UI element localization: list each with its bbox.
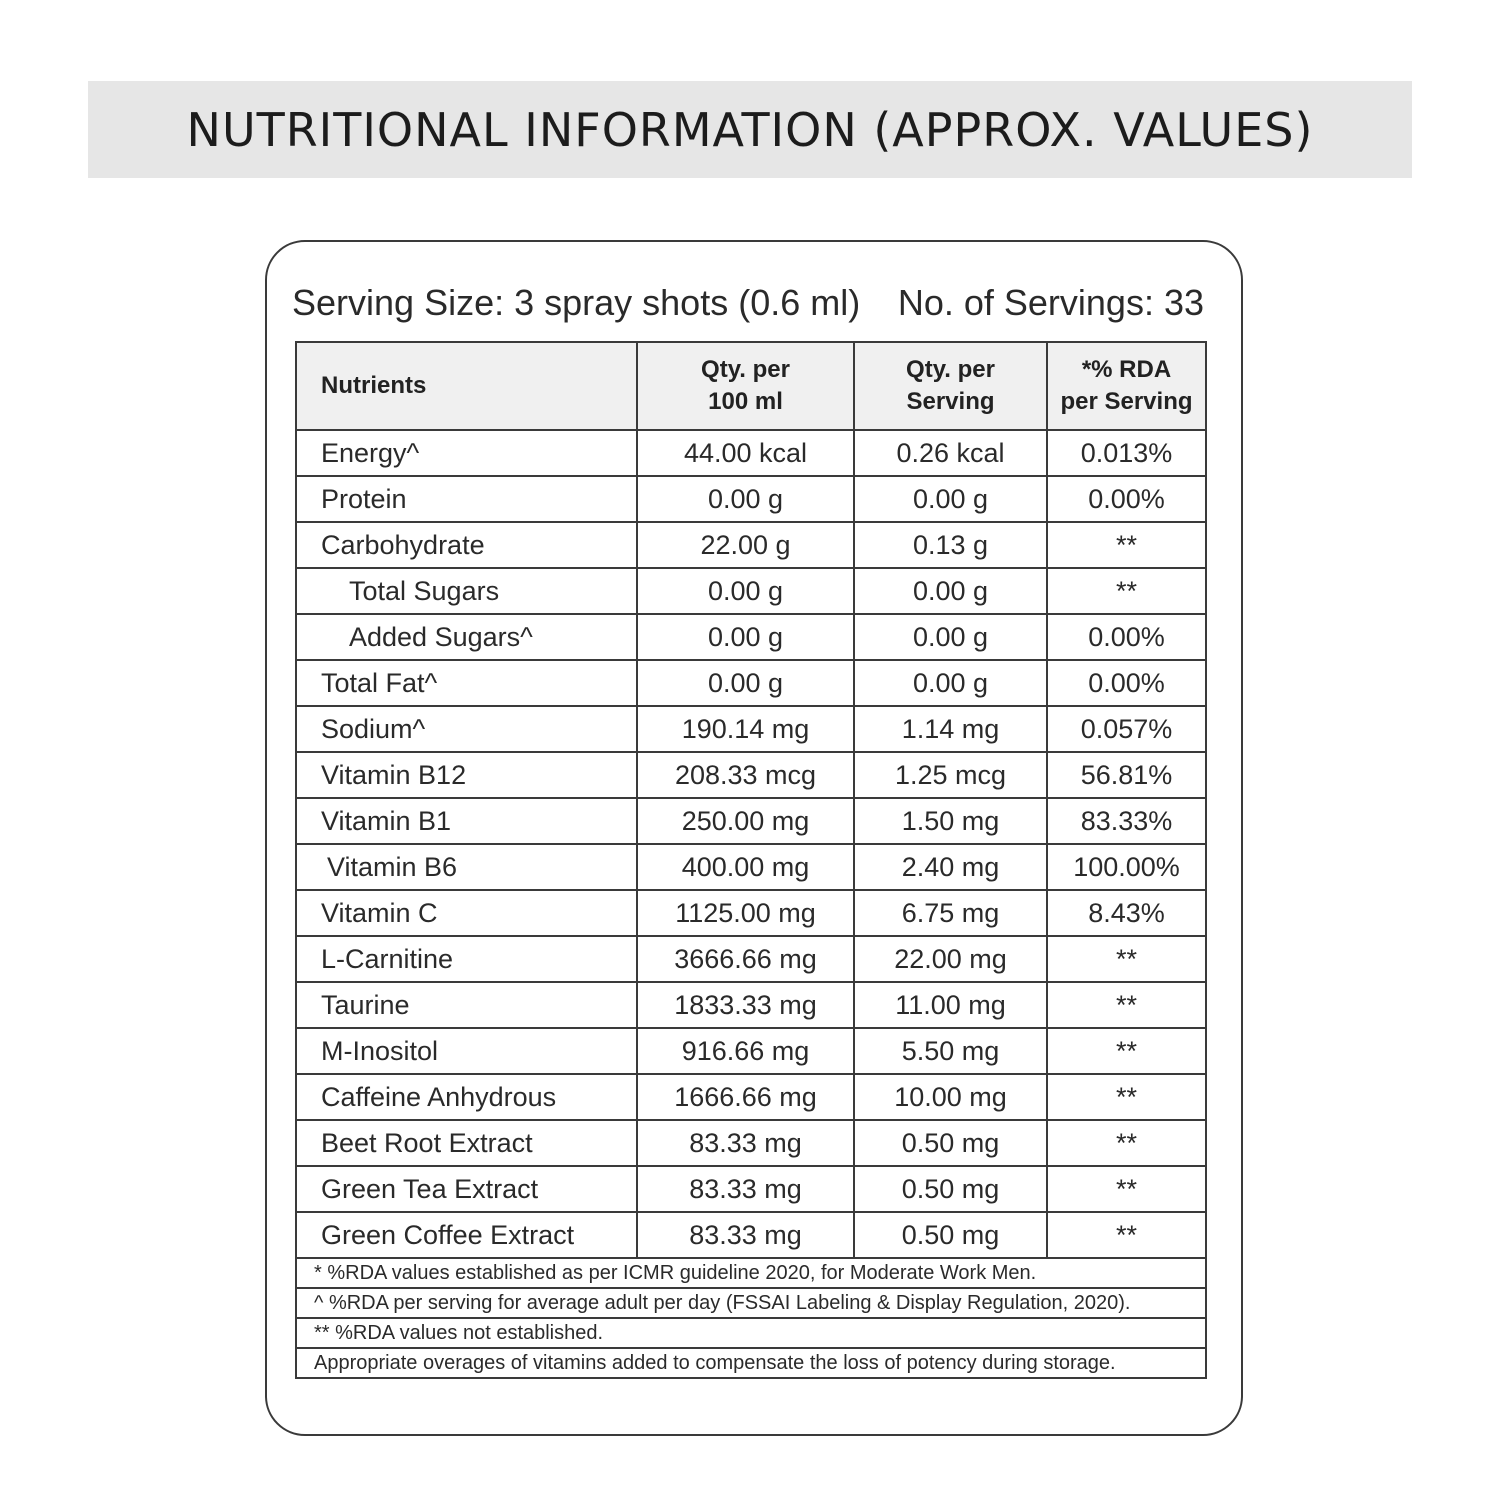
table-row xyxy=(296,982,1206,1028)
nutrient-name: Caffeine Anhydrous xyxy=(296,1074,637,1120)
table-row xyxy=(296,1120,1206,1166)
table-row xyxy=(296,1028,1206,1074)
qty-per-100ml: 190.14 mg xyxy=(637,706,854,752)
page-title: NUTRITIONAL INFORMATION (APPROX. VALUES) xyxy=(186,102,1314,157)
table-row xyxy=(296,1212,1206,1258)
table-row xyxy=(296,844,1206,890)
rda-value: 100.00% xyxy=(1047,844,1206,890)
nutrient-name: Energy^ xyxy=(296,430,637,476)
table-row xyxy=(296,430,1206,476)
rda-value: 0.013% xyxy=(1047,430,1206,476)
qty-per-100ml: 22.00 g xyxy=(637,522,854,568)
table-header-row xyxy=(296,342,1206,430)
qty-per-serving: 0.26 kcal xyxy=(854,430,1047,476)
nutrition-table xyxy=(295,341,1207,1379)
nutrient-name: Vitamin B12 xyxy=(296,752,637,798)
table-row xyxy=(296,890,1206,936)
qty-per-100ml: 0.00 g xyxy=(637,614,854,660)
nutrient-name: Vitamin C xyxy=(296,890,637,936)
title-banner xyxy=(88,81,1412,178)
qty-per-serving: 1.50 mg xyxy=(854,798,1047,844)
qty-per-100ml: 1125.00 mg xyxy=(637,890,854,936)
qty-per-serving: 0.00 g xyxy=(854,660,1047,706)
rda-value: 0.057% xyxy=(1047,706,1206,752)
qty-per-serving: 6.75 mg xyxy=(854,890,1047,936)
servings-count: No. of Servings: 33 xyxy=(897,282,1204,323)
qty-per-100ml: 400.00 mg xyxy=(637,844,854,890)
footnote-icmr: * %RDA values established as per ICMR guideline 2020, for Moderate Work Men. xyxy=(296,1258,1206,1288)
table-row xyxy=(296,936,1206,982)
rda-value: ** xyxy=(1047,1028,1206,1074)
qty-per-serving: 10.00 mg xyxy=(854,1074,1047,1120)
serving-info xyxy=(292,282,1204,326)
qty-per-100ml: 916.66 mg xyxy=(637,1028,854,1074)
rda-value: ** xyxy=(1047,982,1206,1028)
qty-per-100ml: 83.33 mg xyxy=(637,1166,854,1212)
qty-per-100ml: 1833.33 mg xyxy=(637,982,854,1028)
qty-per-100ml: 250.00 mg xyxy=(637,798,854,844)
qty-per-100ml: 0.00 g xyxy=(637,660,854,706)
table-row xyxy=(296,798,1206,844)
nutrient-name: Beet Root Extract xyxy=(296,1120,637,1166)
nutrient-name: Added Sugars^ xyxy=(296,614,637,660)
rda-value: ** xyxy=(1047,1074,1206,1120)
qty-per-100ml: 44.00 kcal xyxy=(637,430,854,476)
footnote-row xyxy=(296,1318,1206,1348)
qty-per-serving: 1.14 mg xyxy=(854,706,1047,752)
nutrient-name: Carbohydrate xyxy=(296,522,637,568)
rda-value: 8.43% xyxy=(1047,890,1206,936)
rda-value: 0.00% xyxy=(1047,660,1206,706)
rda-value: ** xyxy=(1047,1166,1206,1212)
table-row xyxy=(296,522,1206,568)
rda-value: 83.33% xyxy=(1047,798,1206,844)
qty-per-100ml: 3666.66 mg xyxy=(637,936,854,982)
nutrient-name: Vitamin B6 xyxy=(296,844,637,890)
table-row xyxy=(296,660,1206,706)
table-row xyxy=(296,1074,1206,1120)
footnote-row xyxy=(296,1258,1206,1288)
qty-per-serving: 5.50 mg xyxy=(854,1028,1047,1074)
qty-per-serving: 1.25 mcg xyxy=(854,752,1047,798)
nutrient-name: Green Tea Extract xyxy=(296,1166,637,1212)
qty-per-serving: 0.00 g xyxy=(854,614,1047,660)
nutrient-name: Sodium^ xyxy=(296,706,637,752)
table-row xyxy=(296,614,1206,660)
header-qty-per-serving: Qty. per Serving xyxy=(854,342,1047,430)
nutrient-name: M-Inositol xyxy=(296,1028,637,1074)
qty-per-serving: 0.50 mg xyxy=(854,1212,1047,1258)
qty-per-100ml: 208.33 mcg xyxy=(637,752,854,798)
qty-per-serving: 11.00 mg xyxy=(854,982,1047,1028)
qty-per-100ml: 83.33 mg xyxy=(637,1212,854,1258)
rda-value: ** xyxy=(1047,936,1206,982)
rda-value: ** xyxy=(1047,1212,1206,1258)
table-row xyxy=(296,568,1206,614)
header-qty-per-100ml: Qty. per 100 ml xyxy=(637,342,854,430)
qty-per-100ml: 0.00 g xyxy=(637,568,854,614)
header-rda-per-serving: *% RDA per Serving xyxy=(1047,342,1206,430)
qty-per-serving: 0.00 g xyxy=(854,568,1047,614)
rda-value: ** xyxy=(1047,1120,1206,1166)
table-row xyxy=(296,1166,1206,1212)
footnote-not-established: ** %RDA values not established. xyxy=(296,1318,1206,1348)
qty-per-serving: 0.00 g xyxy=(854,476,1047,522)
qty-per-100ml: 1666.66 mg xyxy=(637,1074,854,1120)
footnote-fssai: ^ %RDA per serving for average adult per day (FSSAI Labeling & Display Regulation, 2020). xyxy=(296,1288,1206,1318)
footnote-row xyxy=(296,1288,1206,1318)
qty-per-serving: 22.00 mg xyxy=(854,936,1047,982)
table-row xyxy=(296,706,1206,752)
nutrient-name: Green Coffee Extract xyxy=(296,1212,637,1258)
nutrient-name: Taurine xyxy=(296,982,637,1028)
nutrient-name: Total Sugars xyxy=(296,568,637,614)
qty-per-100ml: 0.00 g xyxy=(637,476,854,522)
footnote-overages: Appropriate overages of vitamins added to compensate the loss of potency during storage. xyxy=(296,1348,1206,1378)
header-nutrients: Nutrients xyxy=(296,342,637,430)
qty-per-serving: 0.50 mg xyxy=(854,1120,1047,1166)
table-row xyxy=(296,476,1206,522)
nutrient-name: Vitamin B1 xyxy=(296,798,637,844)
rda-value: ** xyxy=(1047,568,1206,614)
qty-per-serving: 0.13 g xyxy=(854,522,1047,568)
qty-per-serving: 0.50 mg xyxy=(854,1166,1047,1212)
footnote-row xyxy=(296,1348,1206,1378)
nutrient-name: Total Fat^ xyxy=(296,660,637,706)
table-body xyxy=(296,430,1206,1378)
rda-value: 0.00% xyxy=(1047,614,1206,660)
qty-per-100ml: 83.33 mg xyxy=(637,1120,854,1166)
table-row xyxy=(296,752,1206,798)
serving-size: Serving Size: 3 spray shots (0.6 ml) xyxy=(292,282,861,323)
rda-value: 0.00% xyxy=(1047,476,1206,522)
nutrient-name: L-Carnitine xyxy=(296,936,637,982)
rda-value: ** xyxy=(1047,522,1206,568)
rda-value: 56.81% xyxy=(1047,752,1206,798)
qty-per-serving: 2.40 mg xyxy=(854,844,1047,890)
nutrient-name: Protein xyxy=(296,476,637,522)
